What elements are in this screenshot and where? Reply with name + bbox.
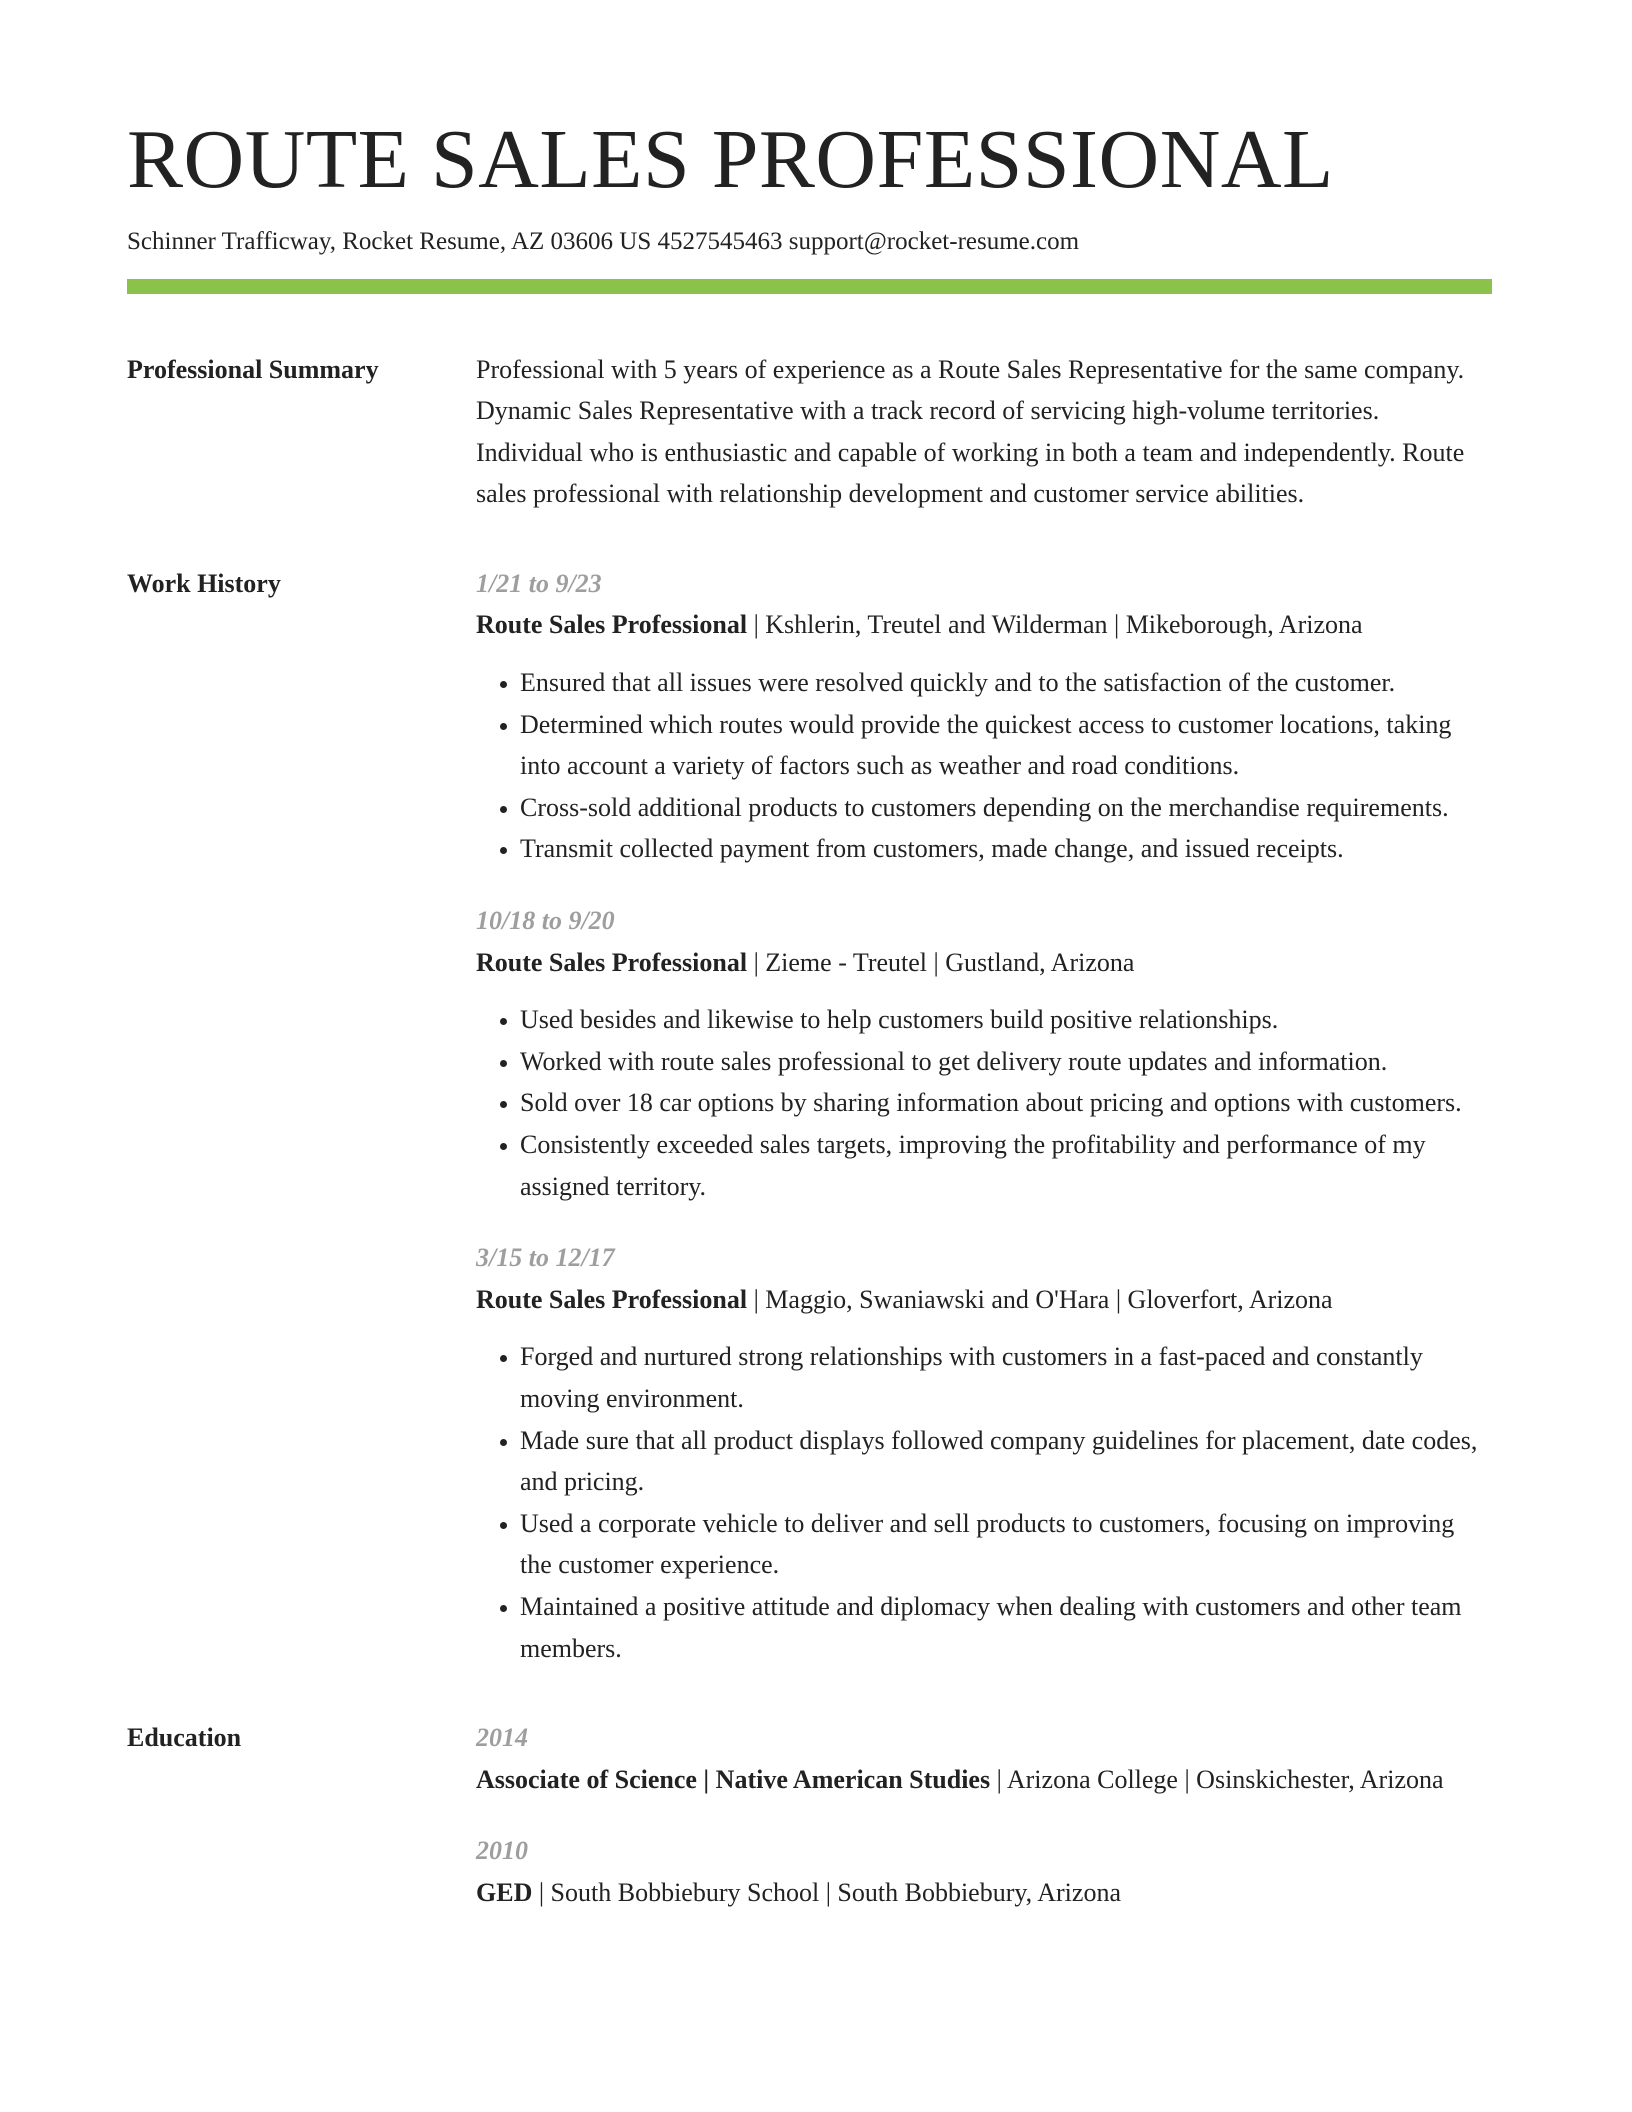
job-bullet: • Consistently exceeded sales targets, improving the profitability and performance of my assigned territory. [520, 1124, 1492, 1207]
education-entry [476, 1717, 1492, 1800]
job-bullet: • Worked with route sales professional to get delivery route updates and information. [520, 1041, 1492, 1083]
job-bullet-list [476, 662, 1492, 870]
education-body [476, 1717, 1492, 1913]
job-bullet: • Determined which routes would provide the quickest access to customer locations, taking into account a variety of factors such as weather and road conditions. [520, 704, 1492, 787]
job-role-line [476, 1279, 1492, 1321]
summary-section [127, 349, 1492, 515]
job-title: Route Sales Professional [476, 1284, 748, 1314]
education-degree: GED [476, 1877, 533, 1907]
job-bullet: • Maintained a positive attitude and diplomacy when dealing with customers and other team members. [520, 1586, 1492, 1669]
job-role-line [476, 942, 1492, 984]
job-role-line [476, 604, 1492, 646]
summary-text: Professional with 5 years of experience as a Route Sales Representative for the same company. Dynamic Sales Representative with a track record of servicing high-volume territories. Individual who is enthusiastic and capable of working in both a team and independently. Route sales professional with relationship development and customer service abilities. [476, 354, 1465, 509]
education-school-location: | Arizona College | Osinskichester, Arizona [990, 1764, 1444, 1794]
accent-divider [127, 279, 1492, 294]
job-date: 3/15 to 12/17 [476, 1243, 615, 1273]
education-school-location: | South Bobbiebury School | South Bobbiebury, Arizona [532, 1877, 1121, 1907]
job-date: 1/21 to 9/23 [476, 568, 602, 598]
education-degree: Associate of Science | Native American Studies [476, 1764, 991, 1794]
education-date: 2010 [476, 1836, 528, 1866]
job-bullet: • Sold over 18 car options by sharing information about pricing and options with customers. [520, 1082, 1492, 1124]
job-employer-location: | Kshlerin, Treutel and Wilderman | Mikeborough, Arizona [747, 610, 1363, 640]
job-date: 10/18 to 9/20 [476, 906, 615, 936]
education-line [476, 1872, 1492, 1914]
job-bullet: • Forged and nurtured strong relationships with customers in a fast-paced and constantly moving environment. [520, 1336, 1492, 1419]
job-entry [476, 563, 1492, 870]
resume-page [127, 113, 1492, 1914]
education-date: 2014 [476, 1723, 528, 1753]
work-history-section [127, 563, 1492, 1669]
section-title-work-history: Work History [127, 568, 281, 598]
education-section [127, 1717, 1492, 1913]
job-bullet: • Used a corporate vehicle to deliver and sell products to customers, focusing on improving the customer experience. [520, 1503, 1492, 1586]
job-title: Route Sales Professional [476, 947, 748, 977]
job-title: Route Sales Professional [476, 610, 748, 640]
job-bullet: • Transmit collected payment from customers, made change, and issued receipts. [520, 828, 1492, 870]
job-employer-location: | Zieme - Treutel | Gustland, Arizona [747, 947, 1135, 977]
education-line [476, 1759, 1492, 1801]
section-title-education: Education [127, 1723, 242, 1753]
resume-name-heading: ROUTE SALES PROFESSIONAL [127, 113, 1334, 206]
contact-line: Schinner Trafficway, Rocket Resume, AZ 03606 US 4527545463 support@rocket-resume.com [127, 228, 1080, 255]
job-bullet: • Ensured that all issues were resolved quickly and to the satisfaction of the customer. [520, 662, 1492, 704]
work-history-body [476, 563, 1492, 1669]
summary-body [476, 349, 1492, 515]
section-title-summary: Professional Summary [127, 354, 379, 384]
job-bullet-list [476, 1336, 1492, 1669]
job-entry [476, 1237, 1492, 1669]
job-bullet: • Cross-sold additional products to customers depending on the merchandise requirements. [520, 787, 1492, 829]
job-employer-location: | Maggio, Swaniawski and O'Hara | Gloverfort, Arizona [747, 1284, 1333, 1314]
job-bullet: • Made sure that all product displays followed company guidelines for placement, date codes, and pricing. [520, 1420, 1492, 1503]
job-bullet: • Used besides and likewise to help customers build positive relationships. [520, 999, 1492, 1041]
job-entry [476, 900, 1492, 1207]
education-entry [476, 1830, 1492, 1913]
job-bullet-list [476, 999, 1492, 1207]
